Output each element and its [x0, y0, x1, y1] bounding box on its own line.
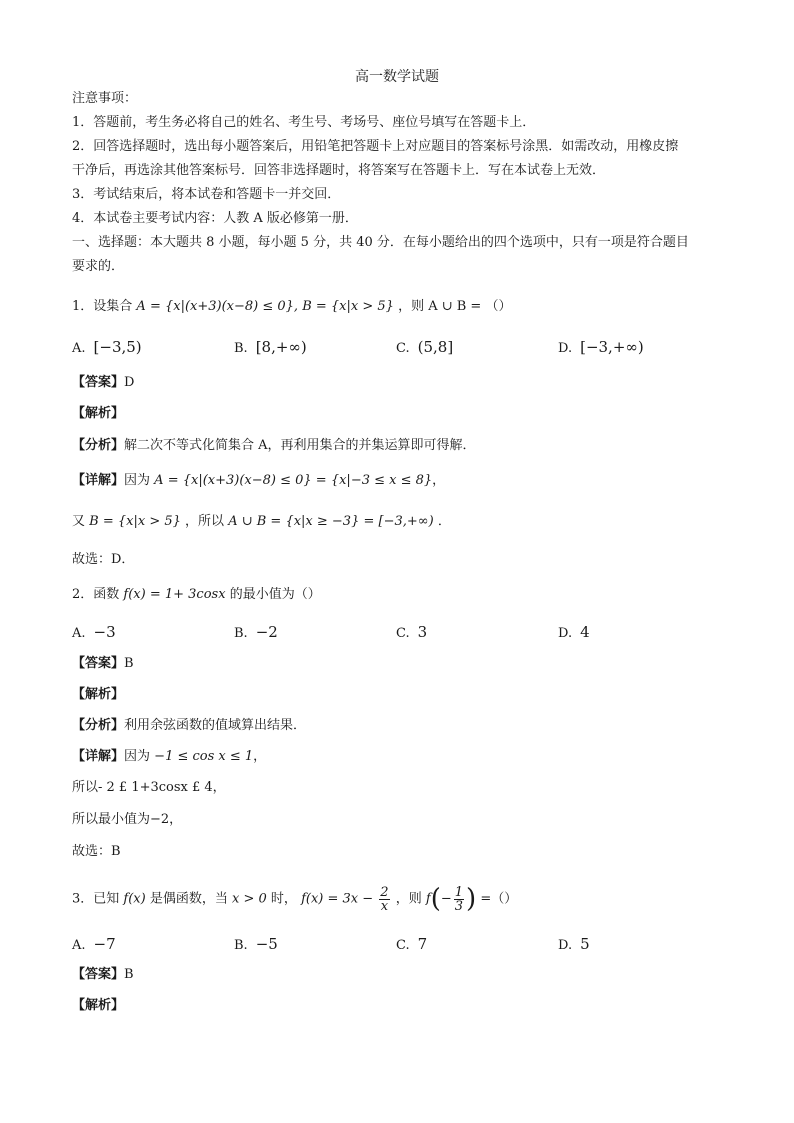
q3-option-c: C. 7 — [396, 935, 428, 953]
q2-option-d: D. 4 — [558, 623, 590, 641]
q2-fenxi: 【分析】利用余弦函数的值域算出结果． — [72, 718, 307, 733]
q3-option-b: B. −5 — [234, 935, 278, 953]
q2-conclusion: 故选：B — [72, 844, 121, 859]
q1-analysis-tag: 【解析】 — [72, 406, 125, 421]
q3-analysis-tag: 【解析】 — [72, 998, 125, 1013]
q1-fenxi: 【分析】解二次不等式化简集合 A，再利用集合的并集运算即可得解． — [72, 438, 476, 453]
notice-item-4: 4．本试卷主要考试内容：人教 A 版必修第一册． — [72, 211, 358, 226]
notice-item-1: 1．答题前，考生务必将自己的姓名、考生号、考场号、座位号填写在答题卡上． — [72, 115, 536, 130]
section-heading: 一、选择题：本大题共 8 小题，每小题 5 分，共 40 分．在每小题给出的四个选项中，只有一项是符合题目 — [72, 235, 689, 250]
question-3: 3．已知 f(x) 是偶函数，当 x > 0 时， f(x) = 3x − $\frac{2}{x}$ ，则 f(− $\frac{1}{3}$ ) =（） — [72, 884, 518, 914]
q2-analysis-tag: 【解析】 — [72, 687, 125, 702]
page-title: 高一数学试题 — [355, 69, 439, 85]
q2-option-c: C. 3 — [396, 623, 428, 641]
q3-fraction-2-over-x: $\frac{2}{x}$ — [380, 884, 389, 914]
q3-option-a: A. −7 — [72, 935, 116, 953]
q1-option-b: B. [8,+∞) — [234, 338, 307, 356]
question-2: 2．函数 f(x) = 1+ 3cosx 的最小值为（） — [72, 587, 321, 602]
notice-item-2-cont: 干净后，再选涂其他答案标号．回答非选择题时，将答案写在答题卡上．写在本试卷上无效． — [72, 163, 606, 178]
question-1 — [72, 298, 511, 316]
q3-answer: 【答案】B — [72, 967, 134, 982]
q1-answer: 【答案】D — [72, 375, 135, 390]
q1-prefix: 1．设集合 — [72, 299, 133, 314]
section-heading-cont: 要求的． — [72, 259, 125, 274]
notice-item-3: 3．考试结束后，将本试卷和答题卡一并交回． — [72, 187, 341, 202]
q1-suffix: ，则 A ∪ B = （） — [398, 299, 512, 314]
q1-option-c: C. (5,8] — [396, 338, 454, 356]
q1-option-d: D. [−3,+∞) — [558, 338, 644, 356]
q1-conclusion: 故选：D． — [72, 552, 135, 567]
q3-option-d: D. 5 — [558, 935, 590, 953]
q1-option-a: A. [−3,5) — [72, 338, 142, 356]
q2-option-a: A. −3 — [72, 623, 116, 641]
q2-detail-2: 所以- 2 £ 1+3cosx £ 4， — [72, 780, 226, 795]
q3-fraction-1-over-3: $\frac{1}{3}$ — [454, 884, 464, 914]
q2-detail-3: 所以最小值为−2， — [72, 812, 183, 827]
q2-detail-1: 【详解】因为 −1 ≤ cos x ≤ 1， — [72, 749, 267, 764]
q1-detail-2: 又 B = {x|x > 5} ，所以 A ∪ B = {x|x ≥ −3} = [−3,+∞) ． — [72, 514, 451, 529]
notice-item-2: 2．回答选择题时，选出每小题答案后，用铅笔把答题卡上对应题目的答案标号涂黑．如需改动，用橡皮擦 — [72, 139, 679, 154]
q1-detail-1: 【详解】因为 A = {x|(x+3)(x−8) ≤ 0} = {x|−3 ≤ x ≤ 8}， — [72, 473, 446, 488]
q2-answer: 【答案】B — [72, 656, 134, 671]
q2-option-b: B. −2 — [234, 623, 278, 641]
notice-heading: 注意事项： — [72, 91, 138, 106]
q1-sets: A = {x|(x+3)(x−8) ≤ 0}, B = {x|x > 5} — [136, 299, 394, 314]
